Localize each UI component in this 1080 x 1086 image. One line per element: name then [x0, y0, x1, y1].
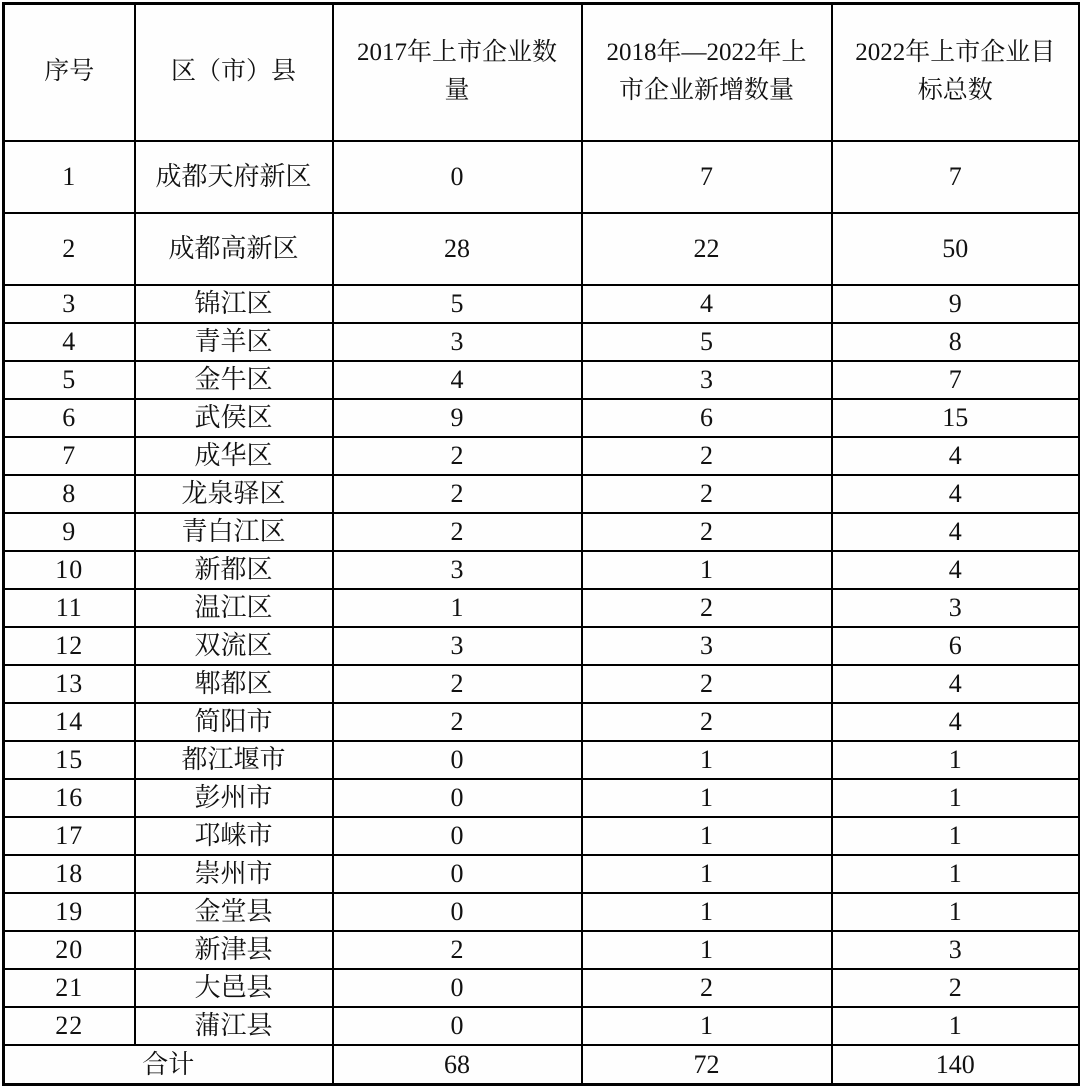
table-row — [4, 323, 1080, 361]
target-2022-cell: 1 — [832, 817, 1080, 855]
district-cell: 成都高新区 — [135, 213, 333, 285]
total-added-2018-2022-cell: 72 — [582, 1045, 832, 1085]
listed-companies-table — [2, 2, 1080, 1086]
target-2022-cell: 1 — [832, 855, 1080, 893]
district-cell: 大邑县 — [135, 969, 333, 1007]
serial-cell: 2 — [4, 213, 135, 285]
target-2022-cell: 4 — [832, 475, 1080, 513]
table-row — [4, 513, 1080, 551]
added-2018-2022-cell: 2 — [582, 475, 832, 513]
count-2017-cell: 0 — [333, 141, 582, 213]
added-2018-2022-cell: 7 — [582, 141, 832, 213]
serial-cell: 19 — [4, 893, 135, 931]
district-cell: 郫都区 — [135, 665, 333, 703]
target-2022-cell: 3 — [832, 589, 1080, 627]
count-2017-cell: 5 — [333, 285, 582, 323]
district-cell: 金堂县 — [135, 893, 333, 931]
district-cell: 简阳市 — [135, 703, 333, 741]
target-2022-cell: 1 — [832, 893, 1080, 931]
table-row — [4, 741, 1080, 779]
added-2018-2022-cell: 22 — [582, 213, 832, 285]
added-2018-2022-cell: 2 — [582, 665, 832, 703]
table-row — [4, 361, 1080, 399]
added-2018-2022-cell: 2 — [582, 589, 832, 627]
count-2017-cell: 0 — [333, 1007, 582, 1045]
district-cell: 新都区 — [135, 551, 333, 589]
count-2017-cell: 2 — [333, 475, 582, 513]
count-2017-cell: 0 — [333, 779, 582, 817]
table-row — [4, 475, 1080, 513]
serial-cell: 15 — [4, 741, 135, 779]
added-2018-2022-cell: 2 — [582, 437, 832, 475]
district-cell: 温江区 — [135, 589, 333, 627]
count-2017-cell: 3 — [333, 627, 582, 665]
count-2017-cell: 0 — [333, 741, 582, 779]
target-2022-cell: 4 — [832, 513, 1080, 551]
header-col-count-2017: 2017年上市企业数量 — [333, 4, 582, 141]
target-2022-cell: 15 — [832, 399, 1080, 437]
added-2018-2022-cell: 3 — [582, 361, 832, 399]
total-count-2017-cell: 68 — [333, 1045, 582, 1085]
serial-cell: 17 — [4, 817, 135, 855]
total-target-2022-cell: 140 — [832, 1045, 1080, 1085]
table-row — [4, 285, 1080, 323]
district-cell: 成华区 — [135, 437, 333, 475]
added-2018-2022-cell: 1 — [582, 855, 832, 893]
target-2022-cell: 2 — [832, 969, 1080, 1007]
serial-cell: 20 — [4, 931, 135, 969]
serial-cell: 3 — [4, 285, 135, 323]
table-row — [4, 437, 1080, 475]
district-cell: 蒲江县 — [135, 1007, 333, 1045]
serial-cell: 12 — [4, 627, 135, 665]
table-row — [4, 703, 1080, 741]
district-cell: 都江堰市 — [135, 741, 333, 779]
serial-cell: 4 — [4, 323, 135, 361]
table-row — [4, 589, 1080, 627]
added-2018-2022-cell: 1 — [582, 931, 832, 969]
header-col-target-2022: 2022年上市企业目标总数 — [832, 4, 1080, 141]
serial-cell: 7 — [4, 437, 135, 475]
table-row — [4, 969, 1080, 1007]
table-header-row — [4, 4, 1080, 141]
target-2022-cell: 8 — [832, 323, 1080, 361]
added-2018-2022-cell: 2 — [582, 703, 832, 741]
serial-cell: 5 — [4, 361, 135, 399]
target-2022-cell: 9 — [832, 285, 1080, 323]
table-row — [4, 399, 1080, 437]
table-row — [4, 627, 1080, 665]
table-row — [4, 665, 1080, 703]
serial-cell: 18 — [4, 855, 135, 893]
added-2018-2022-cell: 1 — [582, 1007, 832, 1045]
district-cell: 成都天府新区 — [135, 141, 333, 213]
target-2022-cell: 4 — [832, 665, 1080, 703]
district-cell: 双流区 — [135, 627, 333, 665]
serial-cell: 10 — [4, 551, 135, 589]
district-cell: 彭州市 — [135, 779, 333, 817]
count-2017-cell: 2 — [333, 437, 582, 475]
serial-cell: 6 — [4, 399, 135, 437]
count-2017-cell: 0 — [333, 893, 582, 931]
target-2022-cell: 1 — [832, 741, 1080, 779]
serial-cell: 22 — [4, 1007, 135, 1045]
target-2022-cell: 7 — [832, 141, 1080, 213]
added-2018-2022-cell: 2 — [582, 969, 832, 1007]
table-row — [4, 931, 1080, 969]
table-total-row — [4, 1045, 1080, 1085]
count-2017-cell: 3 — [333, 551, 582, 589]
count-2017-cell: 0 — [333, 855, 582, 893]
serial-cell: 21 — [4, 969, 135, 1007]
table-row — [4, 141, 1080, 213]
count-2017-cell: 2 — [333, 665, 582, 703]
added-2018-2022-cell: 4 — [582, 285, 832, 323]
added-2018-2022-cell: 1 — [582, 817, 832, 855]
table-row — [4, 779, 1080, 817]
count-2017-cell: 28 — [333, 213, 582, 285]
count-2017-cell: 0 — [333, 817, 582, 855]
header-col-added-2018-2022: 2018年—2022年上市企业新增数量 — [582, 4, 832, 141]
district-cell: 邛崃市 — [135, 817, 333, 855]
target-2022-cell: 4 — [832, 437, 1080, 475]
target-2022-cell: 4 — [832, 703, 1080, 741]
count-2017-cell: 4 — [333, 361, 582, 399]
header-col-serial: 序号 — [4, 4, 135, 141]
table-row — [4, 1007, 1080, 1045]
added-2018-2022-cell: 1 — [582, 893, 832, 931]
serial-cell: 1 — [4, 141, 135, 213]
district-cell: 武侯区 — [135, 399, 333, 437]
target-2022-cell: 50 — [832, 213, 1080, 285]
target-2022-cell: 1 — [832, 779, 1080, 817]
table-body — [4, 141, 1080, 1045]
header-col-district: 区（市）县 — [135, 4, 333, 141]
table-row — [4, 893, 1080, 931]
district-cell: 新津县 — [135, 931, 333, 969]
count-2017-cell: 2 — [333, 931, 582, 969]
district-cell: 金牛区 — [135, 361, 333, 399]
target-2022-cell: 4 — [832, 551, 1080, 589]
added-2018-2022-cell: 1 — [582, 551, 832, 589]
target-2022-cell: 1 — [832, 1007, 1080, 1045]
target-2022-cell: 3 — [832, 931, 1080, 969]
count-2017-cell: 1 — [333, 589, 582, 627]
table-row — [4, 213, 1080, 285]
serial-cell: 8 — [4, 475, 135, 513]
serial-cell: 14 — [4, 703, 135, 741]
added-2018-2022-cell: 3 — [582, 627, 832, 665]
serial-cell: 11 — [4, 589, 135, 627]
district-cell: 青白江区 — [135, 513, 333, 551]
count-2017-cell: 2 — [333, 513, 582, 551]
added-2018-2022-cell: 5 — [582, 323, 832, 361]
target-2022-cell: 6 — [832, 627, 1080, 665]
target-2022-cell: 7 — [832, 361, 1080, 399]
count-2017-cell: 0 — [333, 969, 582, 1007]
added-2018-2022-cell: 6 — [582, 399, 832, 437]
count-2017-cell: 3 — [333, 323, 582, 361]
count-2017-cell: 9 — [333, 399, 582, 437]
district-cell: 锦江区 — [135, 285, 333, 323]
added-2018-2022-cell: 1 — [582, 741, 832, 779]
table-row — [4, 551, 1080, 589]
serial-cell: 13 — [4, 665, 135, 703]
total-label-cell: 合计 — [4, 1045, 333, 1085]
added-2018-2022-cell: 2 — [582, 513, 832, 551]
district-cell: 龙泉驿区 — [135, 475, 333, 513]
table-row — [4, 817, 1080, 855]
district-cell: 崇州市 — [135, 855, 333, 893]
district-cell: 青羊区 — [135, 323, 333, 361]
added-2018-2022-cell: 1 — [582, 779, 832, 817]
serial-cell: 9 — [4, 513, 135, 551]
table-row — [4, 855, 1080, 893]
serial-cell: 16 — [4, 779, 135, 817]
count-2017-cell: 2 — [333, 703, 582, 741]
